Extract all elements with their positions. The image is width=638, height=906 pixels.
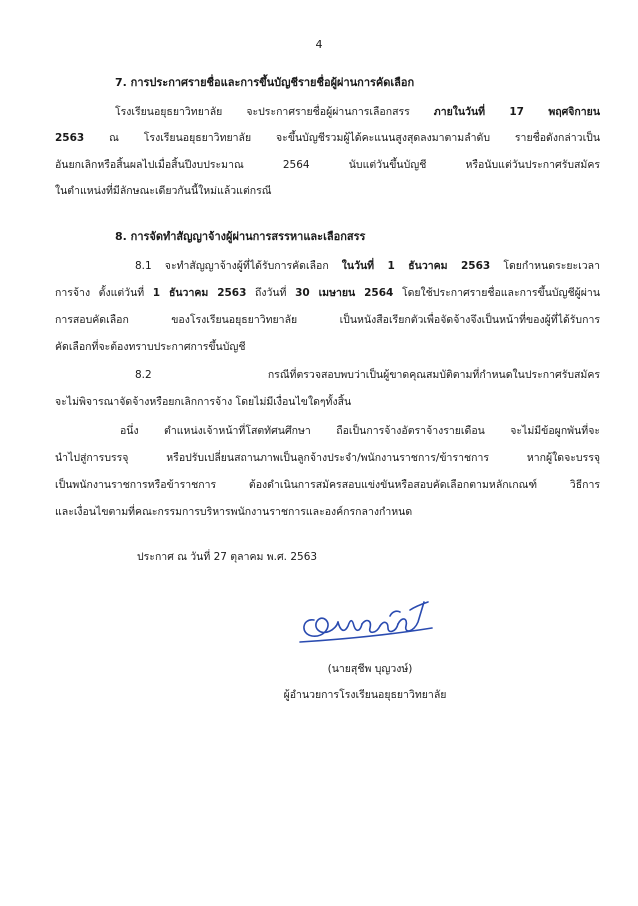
clause-8-2-line-2: จะไม่พิจารณาจัดจ้างหรือยกเลิกการจ้าง โดยไม่มีเงื่อนไขใดๆทั้งสิ้น [55, 396, 352, 408]
section-7-line-3: อันยกเลิกหรือสิ้นผลไปเมื่อสิ้นปีงบประมาณ 2564 นับแต่วันขึ้นบัญชี หรือนับแต่วันประกาศรับสมัคร [55, 159, 600, 171]
signature-image [292, 590, 442, 650]
contract-start-date: 1 ธันวาคม 2563 [152, 287, 247, 299]
section-7-deadline: ภายในวันที่ 17 พฤศจิกายน [433, 106, 600, 118]
clause-8-1-line-2 [55, 286, 600, 300]
section-7-line-2-text: ณ โรงเรียนอยุธยาวิทยาลัย จะขึ้นบัญชีรวมผู้ได้คะแนนสูงสุดลงมาตามลำดับ รายชื่อดังกล่าวเป็น [84, 132, 600, 144]
clause-8-1-line-3: การสอบคัดเลือก ของโรงเรียนอยุธยาวิทยาลัย เป็นหนังสือเรียกตัวเพื่อจัดจ้างจึงเป็นหน้าที่ของผู้ที่ได้รับการ [55, 314, 600, 326]
section-7-line-1 [115, 105, 600, 119]
announcement-date: ประกาศ ณ วันที่ 27 ตุลาคม พ.ศ. 2563 [137, 551, 318, 563]
clause-8-1-line-4: คัดเลือกที่จะต้องทราบประกาศการขึ้นบัญชี [55, 341, 246, 353]
clause-8-1-line-2-end: โดยใช้ประกาศรายชื่อและการขึ้นบัญชีผู้ผ่าน [393, 287, 600, 299]
clause-8-1-line-1 [135, 259, 600, 273]
section-8-heading: 8. การจัดทำสัญญาจ้างผู้ผ่านการสรรหาและเลือกสรร [115, 230, 366, 243]
note-line-3: เป็นพนักงานราชการหรือข้าราชการ ต้องดำเนินการสมัครสอบแข่งขันหรือสอบคัดเลือกตามหลักเกณฑ์ วิธีการ [55, 479, 600, 491]
signatory-name: (นายสุชีพ บุญวงษ์) [327, 663, 413, 675]
signatory-position: ผู้อำนวยการโรงเรียนอยุธยาวิทยาลัย [283, 689, 447, 701]
contract-period-label: การจ้าง ตั้งแต่วันที่ [55, 287, 153, 299]
clause-8-1-text: 8.1 จะทำสัญญาจ้างผู้ที่ได้รับการคัดเลือก [135, 260, 342, 272]
section-7-line-4: ในตำแหน่งที่มีลักษณะเดียวกันนี้ใหม่แล้วแต่กรณี [55, 185, 272, 197]
clause-8-1-text-end: โดยกำหนดระยะเวลา [490, 260, 600, 272]
note-line-2: นำไปสู่การบรรจุ หรือปรับเปลี่ยนสถานภาพเป็นลูกจ้างประจำ/พนักงานราชการ/ข้าราชการ หากผู้ใดจะบรรจุ [55, 452, 600, 464]
contract-end-date: 30 เมษายน 2564 [295, 287, 394, 299]
section-7-line-1-text: โรงเรียนอยุธยาวิทยาลัย จะประกาศรายชื่อผู้ผ่านการเลือกสรร [115, 106, 434, 118]
note-line-4: และเงื่อนไขตามที่คณะกรรมการบริหารพนักงานราชการและองค์กรกลางกำหนด [55, 506, 413, 518]
section-7-year: 2563 [55, 132, 85, 144]
note-line-1: อนึ่ง ตำแหน่งเจ้าหน้าที่โสตทัศนศึกษา ถือเป็นการจ้างอัตราจ้างรายเดือน จะไม่มีข้อผูกพันที่จะ [120, 425, 600, 437]
contract-to-label: ถึงวันที่ [246, 287, 296, 299]
section-7-line-2 [55, 131, 600, 145]
clause-8-2-line-1: 8.2 กรณีที่ตรวจสอบพบว่าเป็นผู้ขาดคุณสมบัติตามที่กำหนดในประกาศรับสมัคร [135, 369, 600, 381]
page-number: 4 [315, 38, 323, 51]
clause-8-1-date: ในวันที่ 1 ธันวาคม 2563 [341, 260, 491, 272]
section-7-heading: 7. การประกาศรายชื่อและการขึ้นบัญชีรายชื่อผู้ผ่านการคัดเลือก [115, 76, 415, 89]
